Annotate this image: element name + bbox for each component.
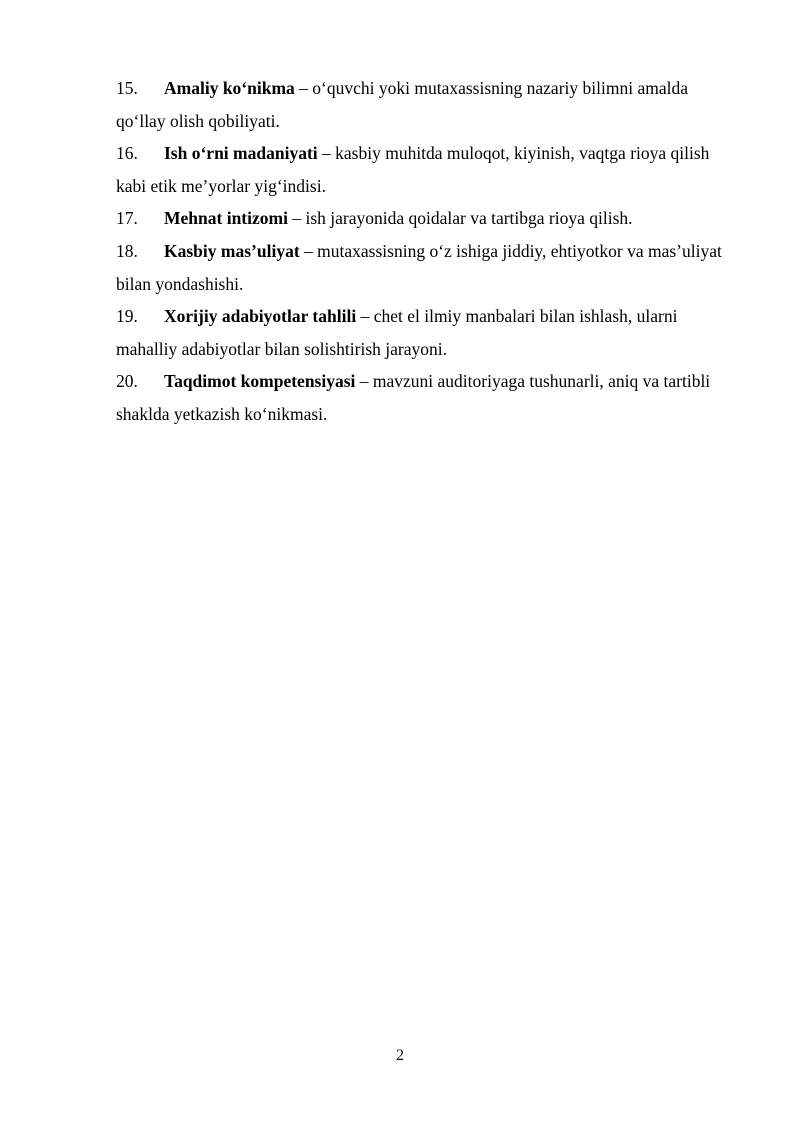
item-definition: – o‘quvchi yoki mutaxassisning nazariy bilimni amalda qo‘llay olish qobiliyati. [116,78,688,131]
item-definition: – kasbiy muhitda muloqot, kiyinish, vaqtga rioya qilish kabi etik me’yorlar yig‘indisi. [116,143,710,196]
item-term: Amaliy ko‘nikma [164,78,295,98]
glossary-list [116,72,732,431]
item-number: 20. [116,371,138,392]
item-term: Mehnat intizomi [164,208,288,229]
glossary-item [116,202,732,235]
item-term: Kasbiy mas’uliyat [164,240,300,261]
item-definition: – mutaxassisning o‘z ishiga jiddiy, ehtiyotkor va mas’uliyat bilan yondashishi. [116,240,722,294]
glossary-item [116,137,732,202]
item-number: 16. [116,143,138,164]
item-term: Ish o‘rni madaniyati [164,143,318,164]
glossary-item [116,300,732,365]
glossary-item [116,365,732,430]
glossary-item [116,72,732,137]
item-number: 18. [116,240,138,261]
item-number: 15. [116,78,138,98]
item-term: Xorijiy adabiyotlar tahlili [164,306,357,327]
item-definition: – mavzuni auditoriyaga tushunarli, aniq va tartibli shaklda yetkazish ko‘nikmasi. [116,371,711,424]
glossary-item [116,235,732,300]
item-definition: – chet el ilmiy manbalari bilan ishlash, ularni mahalliy adabiyotlar bilan solishtirish jarayoni. [116,306,678,359]
item-term: Taqdimot kompetensiyasi [164,371,356,392]
item-number: 17. [116,208,138,229]
item-definition: – ish jarayonida qoidalar va tartibga rioya qilish. [287,208,633,229]
page-number: 2 [396,1047,404,1064]
item-number: 19. [116,306,138,327]
